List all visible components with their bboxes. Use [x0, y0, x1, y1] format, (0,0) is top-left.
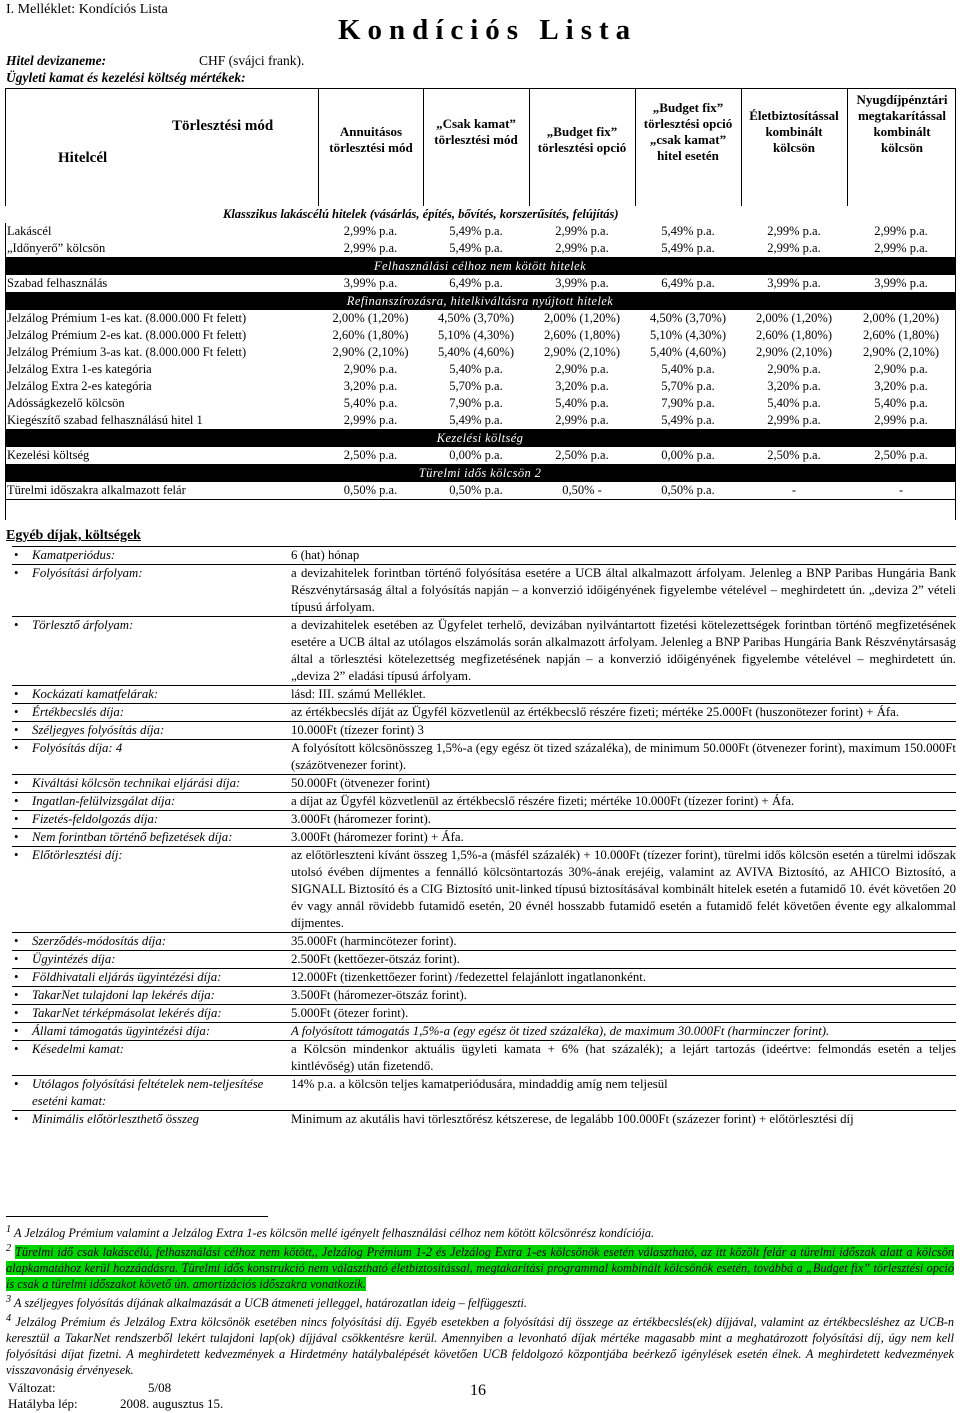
- table-row: [5, 223, 955, 240]
- fee-item: [12, 810, 956, 828]
- row-label: Kezelési költség: [7, 448, 90, 462]
- footnote-text: A Jelzálog Prémium valamint a Jelzálog Extra 1-es kölcsön mellé igényelt felhasználási célhoz nem kötött kölcsönrész kondíciója.: [13, 1226, 655, 1241]
- table-row: [5, 327, 955, 344]
- rate-cell: 5,49% p.a.: [449, 224, 503, 238]
- col-header: „Csak kamat” törlesztési mód: [434, 116, 518, 147]
- table-row: [5, 275, 955, 293]
- fee-item: [12, 846, 956, 932]
- rate-cell: 2,60% (1,80%): [543, 328, 621, 342]
- fee-item: [12, 968, 956, 986]
- rate-cell: 0,50% -: [529, 482, 635, 500]
- rate-cell: 2,90% (2,10%): [755, 345, 833, 359]
- currency-value: CHF (svájci frank).: [199, 53, 305, 68]
- fee-label: • TakarNet tulajdoni lap lekérés díja:: [12, 987, 287, 1004]
- effective-label: Hatályba lép:: [8, 1396, 78, 1411]
- rate-cell: 2,90% p.a.: [343, 362, 398, 376]
- rate-cell: 2,50% p.a.: [343, 448, 398, 462]
- fee-text: 3.000Ft (háromezer forint) + Áfa.: [291, 830, 464, 844]
- rate-cell: 7,90% p.a.: [661, 396, 715, 410]
- rate-cell: 5,49% p.a.: [661, 413, 715, 427]
- fee-text: 6 (hat) hónap: [291, 548, 360, 562]
- rate-cell: 5,49% p.a.: [449, 241, 503, 255]
- fee-label: • Utólagos folyósítási feltételek nem-teljesítése eseténi kamat:: [12, 1076, 287, 1110]
- rate-cell: 5,40% p.a.: [449, 362, 503, 376]
- rate-cell: -: [741, 482, 847, 500]
- rate-cell: 2,99% p.a.: [874, 241, 928, 255]
- fee-label: • Fizetés-feldolgozás díja:: [12, 811, 287, 828]
- fee-item: [12, 564, 956, 616]
- col-header: Annuitásos törlesztési mód: [329, 124, 413, 155]
- section-row: [5, 465, 955, 483]
- fee-label: • TakarNet térképmásolat lekérés díja:: [12, 1005, 287, 1022]
- fee-item: [12, 828, 956, 846]
- footnote-text: A széljegyes folyósítás díjának alkalmazását a UCB átmeneti jelleggel, határozatlan ideig – felfüggeszti.: [13, 1296, 527, 1311]
- table-row: [5, 378, 955, 395]
- table-row: [5, 344, 955, 361]
- fee-text: az értékbecslés díját az Ügyfél közvetlenül az értékbecslő részére fizeti; mértéke 25.000Ft (huszonötezer forint) + Áfa.: [291, 705, 900, 719]
- rate-cell: 5,40% (4,60%): [649, 345, 727, 359]
- fee-text: a díjat az Ügyfél közvetlenül az értékbecslő részére fizeti; mértéke 10.000Ft (tízezer forint) + Áfa.: [291, 794, 795, 808]
- fee-item: [12, 721, 956, 739]
- rate-cell: 3,99% p.a.: [767, 276, 821, 290]
- fee-text: A folyósított támogatás 1,5%-a (egy egész öt tized százaléka), de maximum 30.000Ft (harminczer forint).: [291, 1024, 830, 1038]
- footnote: [6, 1311, 954, 1378]
- rate-cell: 2,00% (1,20%): [755, 311, 833, 325]
- fee-label: • Folyósítási árfolyam:: [12, 565, 287, 616]
- rate-cell: 2,99% p.a.: [343, 241, 398, 255]
- rate-cell: 2,00% (1,20%): [332, 311, 409, 325]
- fee-item: [12, 616, 956, 685]
- other-fees-title: Egyéb díjak, költségek: [6, 528, 141, 543]
- fee-item: [12, 1022, 956, 1040]
- rate-cell: 2,90% (2,10%): [863, 345, 940, 359]
- rate-cell: 3,20% p.a.: [555, 379, 609, 393]
- page-title: Kondíciós Lista: [338, 14, 638, 46]
- rate-cell: 3,99% p.a.: [343, 276, 398, 290]
- fee-text: Minimum az akutális havi törlesztőrész kétszerese, de legalább 100.000Ft (százezer forint) + előtörlesztési díj: [291, 1112, 854, 1126]
- fee-text: az előtörleszteni kívánt összeg 1,5%-a (másfél százalék) + 10.000Ft (tízezer forint), türelmi idős kölcsön esetén a türelmi időszak utolsó évében díjmentes a fennálló kölcsöntartozás 30%-ának erejéig, valamint az AVIVA Biztosító, az AHICO Biztosító, a SIGNALL Biztosító és a CIG Biztosító unit-linked típusú biztosításával kombinált hitelek esetén a futamidő 10. évét követően 20 év vagy annál rövidebb futamidő esetén, 20 évnél hosszabb futamidő esetén a futamidő felét követően évente egy alkalommal díjmentes.: [291, 848, 956, 930]
- table-row: [5, 482, 955, 500]
- rate-cell: 2,99% p.a.: [555, 241, 609, 255]
- version-value: 5/08: [148, 1380, 172, 1395]
- fee-item: [12, 1075, 956, 1110]
- fee-text: a devizahitelek forintban történő folyósítása esetére a UCB által alkalmazott árfolyam. Jelenleg a BNP Paribas Hungária Bank Részvénytársaság által a folyósítás napján – a konverzió időigényének figyelembe vételével – meghirdetett ún. „deviza 2” vételi típusú árfolyam.: [291, 566, 956, 614]
- fee-label: • Előtörlesztési díj:: [12, 847, 287, 932]
- fee-label: • Folyósítás díja: 4: [12, 740, 287, 774]
- rate-cell: 5,40% (4,60%): [437, 345, 515, 359]
- rate-cell: 6,49% p.a.: [449, 276, 503, 290]
- fee-item: [12, 739, 956, 774]
- rate-cell: 2,00% (1,20%): [543, 311, 621, 325]
- rate-cell: 5,40% p.a.: [555, 396, 609, 410]
- rate-cell: 2,99% p.a.: [555, 224, 609, 238]
- currency-label: Hitel devizaneme:: [6, 53, 107, 68]
- fee-text: 3.000Ft (háromezer forint).: [291, 812, 432, 826]
- rate-cell: 2,90% p.a.: [555, 362, 609, 376]
- rate-cell: 2,60% (1,80%): [332, 328, 409, 342]
- section-title: Türelmi idős kölcsön 2: [5, 465, 955, 483]
- table-row: [5, 447, 955, 465]
- section-title: Kezelési költség: [5, 430, 955, 448]
- footnote: [6, 1292, 954, 1311]
- rate-cell: 7,90% p.a.: [449, 396, 503, 410]
- fee-text: 35.000Ft (harmincötezer forint).: [291, 934, 457, 948]
- footnote-divider: [6, 1216, 268, 1217]
- row-label: Türelmi időszakra alkalmazott felár: [5, 482, 318, 500]
- rate-cell: 5,49% p.a.: [661, 224, 715, 238]
- other-fees-list: [12, 546, 956, 1128]
- fee-label: • Értékbecslés díja:: [12, 704, 287, 721]
- rate-cell: 5,49% p.a.: [661, 241, 715, 255]
- fee-label: • Késedelmi kamat:: [12, 1041, 287, 1075]
- rate-cell: 4,50% (3,70%): [437, 311, 515, 325]
- fee-label: • Minimális előtörleszthető összeg: [12, 1111, 287, 1128]
- table-row: [5, 240, 955, 258]
- rate-cell: 2,90% p.a.: [767, 362, 821, 376]
- rate-cell: 5,70% p.a.: [661, 379, 715, 393]
- rate-cell: 0,00% p.a.: [449, 448, 503, 462]
- rate-cell: 2,50% p.a.: [874, 448, 928, 462]
- fee-label: • Nem forintban történő befizetések díja:: [12, 829, 287, 846]
- table-row: [5, 361, 955, 378]
- rate-cell: 3,99% p.a.: [555, 276, 609, 290]
- fee-item: [12, 685, 956, 703]
- row-label: Jelzálog Prémium 2-es kat. (8.000.000 Ft felett): [7, 328, 247, 342]
- row-label: Jelzálog Prémium 3-as kat. (8.000.000 Ft felett): [7, 345, 247, 359]
- fee-label: • Földhivatali eljárás ügyintézési díja:: [12, 969, 287, 986]
- row-label: Adósságkezelő kölcsön: [7, 396, 125, 410]
- rate-cell: 4,50% (3,70%): [649, 311, 727, 325]
- fee-label: • Kiváltási kölcsön technikai eljárási díja:: [12, 775, 287, 792]
- annex-heading: I. Melléklet: Kondíciós Lista: [6, 2, 168, 17]
- rate-cell: 2,90% (2,10%): [332, 345, 409, 359]
- rate-cell: 2,90% (2,10%): [543, 345, 621, 359]
- table-row: [5, 310, 955, 327]
- footnotes: [6, 1222, 954, 1378]
- rate-cell: 2,99% p.a.: [874, 413, 928, 427]
- col-header: „Budget fix” törlesztési opció „csak kamat” hitel esetén: [643, 100, 733, 163]
- fee-item: [12, 932, 956, 950]
- rate-cell: 3,20% p.a.: [874, 379, 928, 393]
- footnote-number: 4: [6, 1313, 12, 1325]
- section-title: Refinanszírozásra, hitelkiváltásra nyújtott hitelek: [5, 293, 955, 311]
- fee-item: [12, 546, 956, 564]
- fee-item: [12, 792, 956, 810]
- fee-text: 50.000Ft (ötvenezer forint): [291, 776, 430, 790]
- row-label: Szabad felhasználás: [7, 276, 108, 290]
- rate-cell: 5,70% p.a.: [449, 379, 503, 393]
- rate-cell: 2,50% p.a.: [555, 448, 609, 462]
- fee-text: 5.000Ft (ötezer forint).: [291, 1006, 409, 1020]
- rate-cell: 0,50% p.a.: [318, 482, 423, 500]
- fee-text: 14% p.a. a kölcsön teljes kamatperiódusára, mindaddig amíg nem teljesül: [291, 1077, 668, 1091]
- version-label: Változat:: [8, 1380, 56, 1395]
- rate-cell: 2,99% p.a.: [874, 224, 928, 238]
- col-header: Nyugdíjpénztári megtakarítással kombinált kölcsön: [856, 92, 948, 155]
- footnote-number: 1: [6, 1224, 12, 1235]
- rate-cell: 2,90% p.a.: [874, 362, 928, 376]
- fee-text: a devizahitelek esetében az Ügyfelet terhelő, devizában nyilvántartott fizetési kötelezettségek forintban történő megfizetésének esetére a UCB által az utólagos elszámolás során alkalmazott árfolyam. Jelenleg a BNP Paribas Hungária Bank Részvénytársaság által a törlesztési kötelezettség megfizetésének napján – a konverzió időigényének figyelembe vételével – meghirdetett ún. „deviza 2” eladási típusú árfolyam.: [291, 618, 956, 683]
- fee-text: A folyósított kölcsönösszeg 1,5%-a (egy egész öt tized százaléka), de minimum 50.000Ft (ötvenezer forint), maximum 150.000Ft (százötvenezer forint).: [291, 741, 956, 772]
- section-row: [5, 430, 955, 448]
- rate-cell: 5,40% p.a.: [661, 362, 715, 376]
- fee-item: [12, 703, 956, 721]
- rates-label: Ügyleti kamat és kezelési költség mértékek:: [6, 70, 246, 85]
- rate-cell: 2,99% p.a.: [555, 413, 609, 427]
- fee-text: 12.000Ft (tizenkettőezer forint) /fedezettel felajánlott ingatlanonként.: [291, 970, 646, 984]
- page-number: 16: [470, 1382, 486, 1399]
- fee-item: [12, 774, 956, 792]
- fee-label: • Kockázati kamatfelárak:: [12, 686, 287, 703]
- fee-item: [12, 1110, 956, 1128]
- rate-cell: 0,00% p.a.: [661, 448, 715, 462]
- fee-text: 10.000Ft (tízezer forint) 3: [291, 723, 424, 737]
- fee-label: • Szerződés-módosítás díja:: [12, 933, 287, 950]
- rate-cell: 5,40% p.a.: [874, 396, 928, 410]
- table-row: [5, 395, 955, 412]
- rate-cell: 3,20% p.a.: [767, 379, 821, 393]
- rate-cell: 2,99% p.a.: [767, 241, 821, 255]
- rate-cell: 6,49% p.a.: [661, 276, 715, 290]
- rate-cell: 5,40% p.a.: [343, 396, 398, 410]
- footnote-text: Jelzálog Prémium és Jelzálog Extra kölcsönök esetében nincs folyósítási díj. Egyéb esetekben a folyósítási díj összege az értékbecslés(ek) díjjával, valamint az értékbecsléshez az UCB-n keresztül a TakarNet rendszerből lekért tulajdoni lap(ok) díjjával csökkentésre kerül. Amennyiben a levonható díjak mértéke magasabb mint a meghatározott folyósítási díj, úgy nem kell folyósítási díjat fizetni. A meghirdetett kedvezmények a Hirdetmény hatálybalépését követően UCB feldolgozó központjába beérkező igénylések esetén élnek. A meghirdetett kedvezmények visszavonásig érvényesek.: [6, 1315, 954, 1378]
- rate-cell: 2,99% p.a.: [343, 413, 398, 427]
- rate-cell: 2,50% p.a.: [767, 448, 821, 462]
- fee-item: [12, 986, 956, 1004]
- col-torlesztesi-mod: Törlesztési mód: [172, 118, 274, 134]
- rate-cell: -: [847, 482, 955, 500]
- footnote: [6, 1241, 954, 1292]
- section-row: [5, 258, 955, 276]
- section-row: [5, 293, 955, 311]
- rate-cell: 5,10% (4,30%): [437, 328, 515, 342]
- effective-value: 2008. augusztus 15.: [120, 1396, 224, 1411]
- fee-item: [12, 950, 956, 968]
- table-row: [5, 412, 955, 430]
- footnote-number: 3: [6, 1294, 12, 1306]
- rate-cell: 2,60% (1,80%): [755, 328, 833, 342]
- fee-label: • Állami támogatás ügyintézési díja:: [12, 1023, 287, 1040]
- fee-item: [12, 1040, 956, 1075]
- row-label: „Időnyerő” kölcsön: [7, 241, 106, 255]
- rate-cell: 2,99% p.a.: [767, 224, 821, 238]
- rate-cell: 5,40% p.a.: [767, 396, 821, 410]
- fee-label: • Ügyintézés díja:: [12, 951, 287, 968]
- rate-cell: 2,00% (1,20%): [863, 311, 940, 325]
- col-header: „Budget fix” törlesztési opció: [537, 124, 627, 155]
- rate-cell: 5,49% p.a.: [449, 413, 503, 427]
- rate-cell: 3,20% p.a.: [343, 379, 398, 393]
- row-label: Lakáscél: [7, 224, 52, 238]
- fee-text: 3.500Ft (háromezer-ötszáz forint).: [291, 988, 467, 1002]
- rate-cell: 3,99% p.a.: [874, 276, 928, 290]
- fee-label: • Ingatlan-felülvizsgálat díja:: [12, 793, 287, 810]
- row-label: Kiegészítő szabad felhasználású hitel 1: [7, 413, 203, 427]
- row-label: Jelzálog Extra 1-es kategória: [7, 362, 152, 376]
- footnote-number: 2: [6, 1243, 12, 1255]
- rate-cell: 2,60% (1,80%): [863, 328, 940, 342]
- fee-label: • Széljegyes folyósítás díja:: [12, 722, 287, 739]
- fee-text: 2.500Ft (kettőezer-ötszáz forint).: [291, 952, 460, 966]
- rate-cell: 2,99% p.a.: [767, 413, 821, 427]
- col-hitelcel: Hitelcél: [58, 150, 108, 166]
- rate-cell: 0,50% p.a.: [423, 482, 529, 500]
- fee-item: [12, 1004, 956, 1022]
- footnote-text: Türelmi idő csak lakáscélú, felhasználási célhoz nem kötött,, Jelzálog Prémium 1-2 és Jelzálog Extra 1-es kölcsönök esetén választható, az itt közölt felár a türelmi időszak alatt a kölcsön alapkamatához kerül hozzáadásra. Türelmi idős konstrukció nem választható életbiztosítással, megtakarítási programmal kombinált kölcsönök esetén, továbbá a „Budget fix” törlesztési opció is csak a türelmi időszakot követő ún. amortizációs időszakra vonatkozik.: [6, 1245, 954, 1292]
- section-title: Felhasználási célhoz nem kötött hitelek: [5, 258, 955, 276]
- row-label: Jelzálog Extra 2-es kategória: [7, 379, 152, 393]
- fee-label: • Kamatperiódus:: [12, 547, 287, 564]
- fee-label: • Törlesztő árfolyam:: [12, 617, 287, 685]
- col-header: Életbiztosítással kombinált kölcsön: [749, 108, 839, 155]
- rate-cell: 0,50% p.a.: [635, 482, 741, 500]
- section-title: Klasszikus lakáscélú hitelek (vásárlás, építés, bővítés, korszerűsítés, felújítás): [5, 206, 955, 223]
- rate-cell: 5,10% (4,30%): [649, 328, 727, 342]
- row-label: Jelzálog Prémium 1-es kat. (8.000.000 Ft felett): [7, 311, 247, 325]
- fee-text: a Kölcsön mindenkor aktuális ügyleti kamata + 6% (hat százalék); a lejárt tartozás (ideértve: felmondás esetén a teljes kintlévőség) után fizetendő.: [291, 1042, 956, 1073]
- conditions-table: [5, 206, 955, 500]
- section-row: [5, 206, 955, 223]
- fee-text: lásd: III. számú Melléklet.: [291, 687, 426, 701]
- rate-cell: 2,99% p.a.: [343, 224, 398, 238]
- footnote: [6, 1222, 954, 1241]
